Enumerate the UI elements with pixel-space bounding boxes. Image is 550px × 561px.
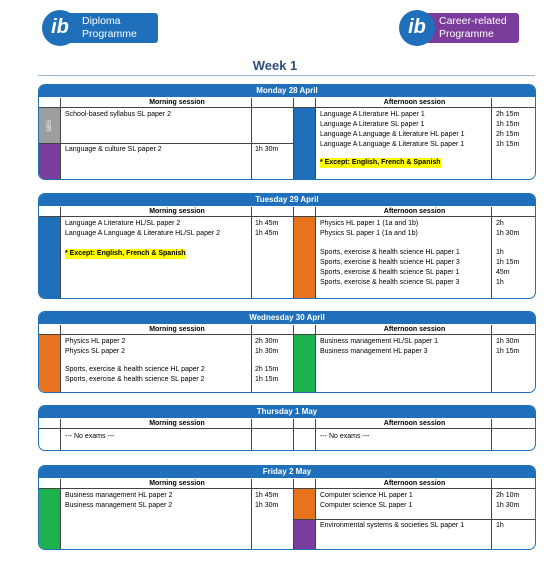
day-body	[39, 334, 535, 392]
ib-logo-mark: ib	[399, 10, 435, 46]
exam-name: Business management HL paper 3	[320, 348, 428, 355]
exam-name: Sports, exercise & health science SL paper 2	[65, 376, 205, 383]
day-block-tuesday	[38, 193, 536, 299]
no-exams-label: --- No exams ---	[65, 433, 115, 440]
exam-duration: 2h 15m	[496, 111, 520, 118]
exam-name: Physics HL paper 1 (1a and 1b)	[320, 220, 419, 227]
subject-color-bar	[294, 519, 315, 549]
subject-color-bar	[294, 489, 315, 519]
exam-name: Language A Language & Literature HL/SL paper 2	[65, 230, 221, 237]
morning-session-label: Morning session	[149, 326, 205, 333]
exam-name: Sports, exercise & health science SL paper 1	[320, 269, 460, 276]
day-body	[39, 428, 535, 450]
exception-note: * Except: English, French & Spanish	[320, 159, 441, 166]
morning-session-label: Morning session	[149, 99, 205, 106]
exam-duration: 1h	[496, 249, 504, 256]
ib-logo-mark: ib	[42, 10, 78, 46]
day-header: Friday 2 May	[39, 466, 535, 478]
exam-duration: 1h 15m	[496, 348, 520, 355]
exam-name: Business management HL paper 2	[65, 492, 173, 499]
exam-name: Physics SL paper 1 (1a and 1b)	[320, 230, 418, 237]
exam-name: Sports, exercise & health science HL paper 1	[320, 249, 460, 256]
session-header-row	[39, 325, 535, 334]
subject-color-bar	[39, 217, 60, 298]
subject-color-bar	[294, 108, 315, 179]
exam-name: Sports, exercise & health science HL paper 2	[65, 366, 205, 373]
session-header-row	[39, 479, 535, 488]
exam-name: Language & culture SL paper 2	[65, 146, 162, 153]
exam-duration: 1h 15m	[496, 141, 520, 148]
day-body	[39, 488, 535, 549]
subject-color-bar	[39, 335, 60, 392]
exam-name: Business management SL paper 2	[65, 502, 173, 509]
session-header-row	[39, 207, 535, 216]
exam-name: Language A Literature HL paper 1	[320, 111, 425, 118]
session-header-row	[39, 419, 535, 428]
day-body	[39, 216, 535, 298]
divider	[38, 75, 535, 76]
subject-color-bar	[294, 217, 315, 298]
exam-name: Language A Language & Literature HL paper 1	[320, 131, 465, 138]
day-body	[39, 107, 535, 179]
exam-name: Physics HL paper 2	[65, 338, 126, 345]
afternoon-session-label: Afternoon session	[383, 99, 446, 106]
exam-duration: 1h 45m	[255, 492, 279, 499]
exam-name: School-based syllabus SL paper 2	[65, 111, 171, 118]
exam-name: Environmental systems & societies SL paper 1	[320, 522, 465, 529]
exam-duration: 1h 45m	[255, 220, 279, 227]
no-exams-label: --- No exams ---	[320, 433, 370, 440]
exam-duration: 2h 15m	[496, 131, 520, 138]
exam-name: Language A Language & Literature SL paper 1	[320, 141, 465, 148]
morning-session-label: Morning session	[149, 420, 205, 427]
day-block-monday	[38, 84, 536, 180]
exam-duration: 2h 15m	[255, 366, 279, 373]
morning-session-label: Morning session	[149, 208, 205, 215]
afternoon-session-label: Afternoon session	[383, 208, 446, 215]
exam-duration: 1h 30m	[255, 146, 279, 153]
day-block-thursday	[38, 405, 536, 451]
exam-duration: 1h 30m	[255, 348, 279, 355]
exception-note: * Except: English, French & Spanish	[65, 250, 186, 257]
exam-name: Language A Literature SL paper 1	[320, 121, 425, 128]
exam-duration: 1h 15m	[255, 376, 279, 383]
subject-color-bar	[294, 335, 315, 392]
subject-color-bar	[39, 143, 60, 179]
exam-duration: 45m	[496, 269, 510, 276]
exam-duration: 1h 30m	[255, 502, 279, 509]
exam-duration: 2h	[496, 220, 504, 227]
morning-session-label: Morning session	[149, 480, 205, 487]
exam-duration: 1h 15m	[496, 259, 520, 266]
exam-duration: 1h	[496, 279, 504, 286]
afternoon-session-label: Afternoon session	[383, 420, 446, 427]
afternoon-session-label: Afternoon session	[383, 480, 446, 487]
day-block-friday	[38, 465, 536, 550]
subject-color-bar	[39, 489, 60, 549]
session-header-row	[39, 98, 535, 107]
exam-name: Physics SL paper 2	[65, 348, 126, 355]
exam-duration: 1h	[496, 522, 504, 529]
day-header: Thursday 1 May	[39, 406, 535, 418]
diploma-programme-logo-text: Diploma Programme	[66, 13, 158, 43]
exam-name: Computer science HL paper 1	[320, 492, 413, 499]
career-related-programme-logo	[399, 10, 519, 46]
week-title: Week 1	[252, 58, 298, 73]
exam-name: Language A Literature HL/SL paper 2	[65, 220, 181, 227]
exam-duration: 1h 15m	[496, 121, 520, 128]
exam-duration: 1h 45m	[255, 230, 279, 237]
exam-duration: 1h 30m	[496, 502, 520, 509]
afternoon-session-label: Afternoon session	[383, 326, 446, 333]
exam-duration: 2h 10m	[496, 492, 520, 499]
exam-duration: 1h 30m	[496, 230, 520, 237]
day-block-wednesday	[38, 311, 536, 393]
day-header: Tuesday 29 April	[39, 194, 535, 206]
exam-name: Sports, exercise & health science SL paper 3	[320, 279, 460, 286]
day-header: Monday 28 April	[39, 85, 535, 97]
day-header: Wednesday 30 April	[39, 312, 535, 324]
diploma-programme-logo	[42, 10, 158, 46]
exam-name: Business management HL/SL paper 1	[320, 338, 439, 345]
career-related-programme-logo-text: Career-related Programme	[423, 13, 519, 43]
exam-name: Computer science SL paper 1	[320, 502, 413, 509]
exam-name: Sports, exercise & health science HL paper 3	[320, 259, 460, 266]
sbs-category-marker: SBS	[39, 108, 60, 143]
exam-duration: 2h 30m	[255, 338, 279, 345]
exam-duration: 1h 30m	[496, 338, 520, 345]
